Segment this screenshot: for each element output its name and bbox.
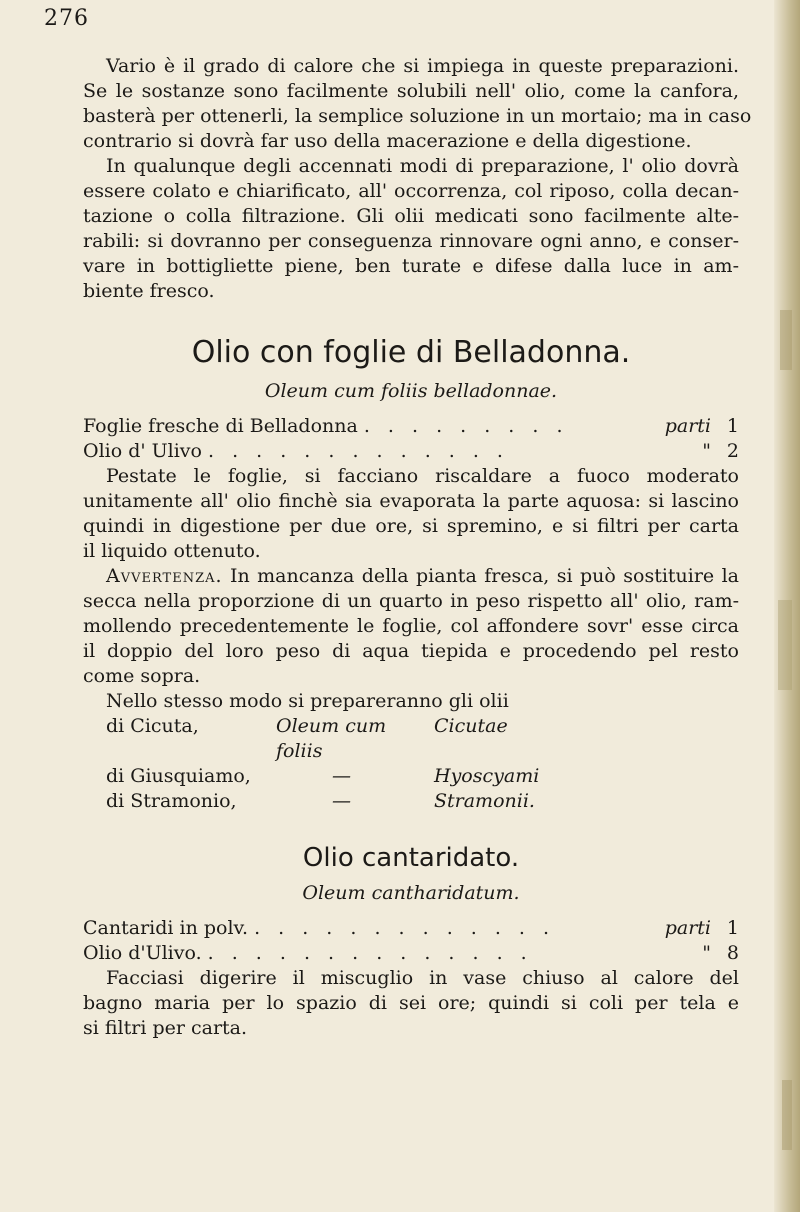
text-line: come sopra. bbox=[83, 665, 201, 687]
similar-row: di Stramonio, — Stramonii. bbox=[106, 790, 535, 812]
recipe-row bbox=[83, 916, 739, 941]
note-belladonna bbox=[83, 564, 739, 689]
page-edge-shadow bbox=[774, 0, 800, 1212]
edge-stain bbox=[780, 310, 792, 370]
text-line: secca nella proporzione di un quarto in peso rispetto all' olio, ram- bbox=[83, 590, 739, 612]
text-line: tazione o colla filtrazione. Gli olii medicati sono facilmente alte- bbox=[83, 205, 739, 227]
section-title-belladonna: Olio con foglie di Belladonna. bbox=[191, 335, 631, 370]
text-line: il doppio del loro peso di aqua tiepida e procedendo pel resto bbox=[83, 640, 739, 662]
text-line: rabili: si dovranno per conseguenza rinnovare ogni anno, e conser- bbox=[83, 230, 739, 252]
text-line: Pestate le foglie, si facciano riscaldare a fuoco moderato bbox=[106, 465, 739, 487]
unit: parti bbox=[664, 415, 711, 437]
recipe-row bbox=[83, 439, 739, 464]
text-line: Facciasi digerire il miscuglio in vase chiuso al calore del bbox=[106, 967, 739, 989]
edge-stain bbox=[782, 1080, 792, 1150]
quantity: 8 bbox=[726, 942, 739, 964]
leader-dots: . . . . . . . . . . . . . bbox=[207, 440, 509, 462]
similar-row: di Giusquiamo, — Hyoscyami bbox=[106, 765, 540, 787]
recipe-row bbox=[83, 941, 739, 966]
leader-dots: . . . . . . . . . . . . . . bbox=[207, 942, 533, 964]
recipe-row bbox=[83, 414, 739, 439]
text-line: mollendo precedentemente le foglie, col affondere sovr' esse circa bbox=[83, 615, 739, 637]
text-line: biente fresco. bbox=[83, 280, 215, 302]
recipe-belladonna bbox=[83, 414, 739, 464]
similar-oils bbox=[83, 689, 739, 814]
similar-row: di Cicuta, Oleum cum foliis Cicutae bbox=[106, 715, 508, 762]
ingredient: Cantaridi in polv. bbox=[83, 917, 249, 939]
latin-title-cantaridato: Oleum cantharidatum. bbox=[302, 882, 520, 904]
unit: parti bbox=[664, 917, 711, 939]
recipe-cantaridato bbox=[83, 916, 739, 966]
similar-intro: Nello stesso modo si prepareranno gli olii bbox=[106, 690, 509, 712]
ditto-mark: " bbox=[702, 942, 711, 964]
ingredient: Olio d' Ulivo bbox=[83, 440, 202, 462]
leader-dots: . . . . . . . . . bbox=[363, 415, 569, 437]
intro-paragraph bbox=[83, 54, 752, 304]
text-line: In qualunque degli accennati modi di preparazione, l' olio dovrà bbox=[106, 155, 739, 177]
text-line: vare in bottigliette piene, ben turate e difese dalla luce in am- bbox=[83, 255, 739, 277]
page-number: 276 bbox=[44, 6, 89, 31]
leader-dots: . . . . . . . . . . . . . bbox=[254, 917, 556, 939]
ingredient: Olio d'Ulivo. bbox=[83, 942, 202, 964]
text-line: basterà per ottenerli, la semplice soluzione in un mortaio; ma in caso bbox=[83, 105, 752, 127]
text-line: Avvertenza. In mancanza della pianta fresca, si può sostituire la bbox=[106, 565, 740, 587]
section-title-cantaridato: Olio cantaridato. bbox=[302, 843, 520, 873]
ingredient: Foglie fresche di Belladonna bbox=[83, 415, 358, 437]
method-cantaridato bbox=[83, 966, 739, 1041]
latin-title-belladonna: Oleum cum foliis belladonnae. bbox=[264, 380, 558, 402]
edge-stain bbox=[778, 600, 792, 690]
quantity: 1 bbox=[726, 415, 739, 437]
text-line: si filtri per carta. bbox=[83, 1017, 248, 1039]
text-line: Vario è il grado di calore che si impiega in queste preparazioni. bbox=[106, 55, 739, 77]
text-line: contrario si dovrà far uso della macerazione e della digestione. bbox=[83, 130, 692, 152]
ditto-mark: " bbox=[702, 440, 711, 462]
text-line: essere colato e chiarificato, all' occorrenza, col riposo, colla decan- bbox=[83, 180, 739, 202]
method-belladonna bbox=[83, 464, 739, 564]
note-label: Avvertenza. bbox=[106, 565, 223, 587]
text-line: Se le sostanze sono facilmente solubili nell' olio, come la canfora, bbox=[83, 80, 739, 102]
text-line: quindi in digestione per due ore, si spremino, e si filtri per carta bbox=[83, 515, 739, 537]
quantity: 2 bbox=[726, 440, 739, 462]
quantity: 1 bbox=[726, 917, 739, 939]
text-line: bagno maria per lo spazio di sei ore; quindi si coli per tela e bbox=[83, 992, 739, 1014]
text-line: il liquido ottenuto. bbox=[83, 540, 261, 562]
page-text bbox=[83, 54, 752, 1041]
text-line: unitamente all' olio finchè sia evaporata la parte aquosa: si lascino bbox=[83, 490, 739, 512]
